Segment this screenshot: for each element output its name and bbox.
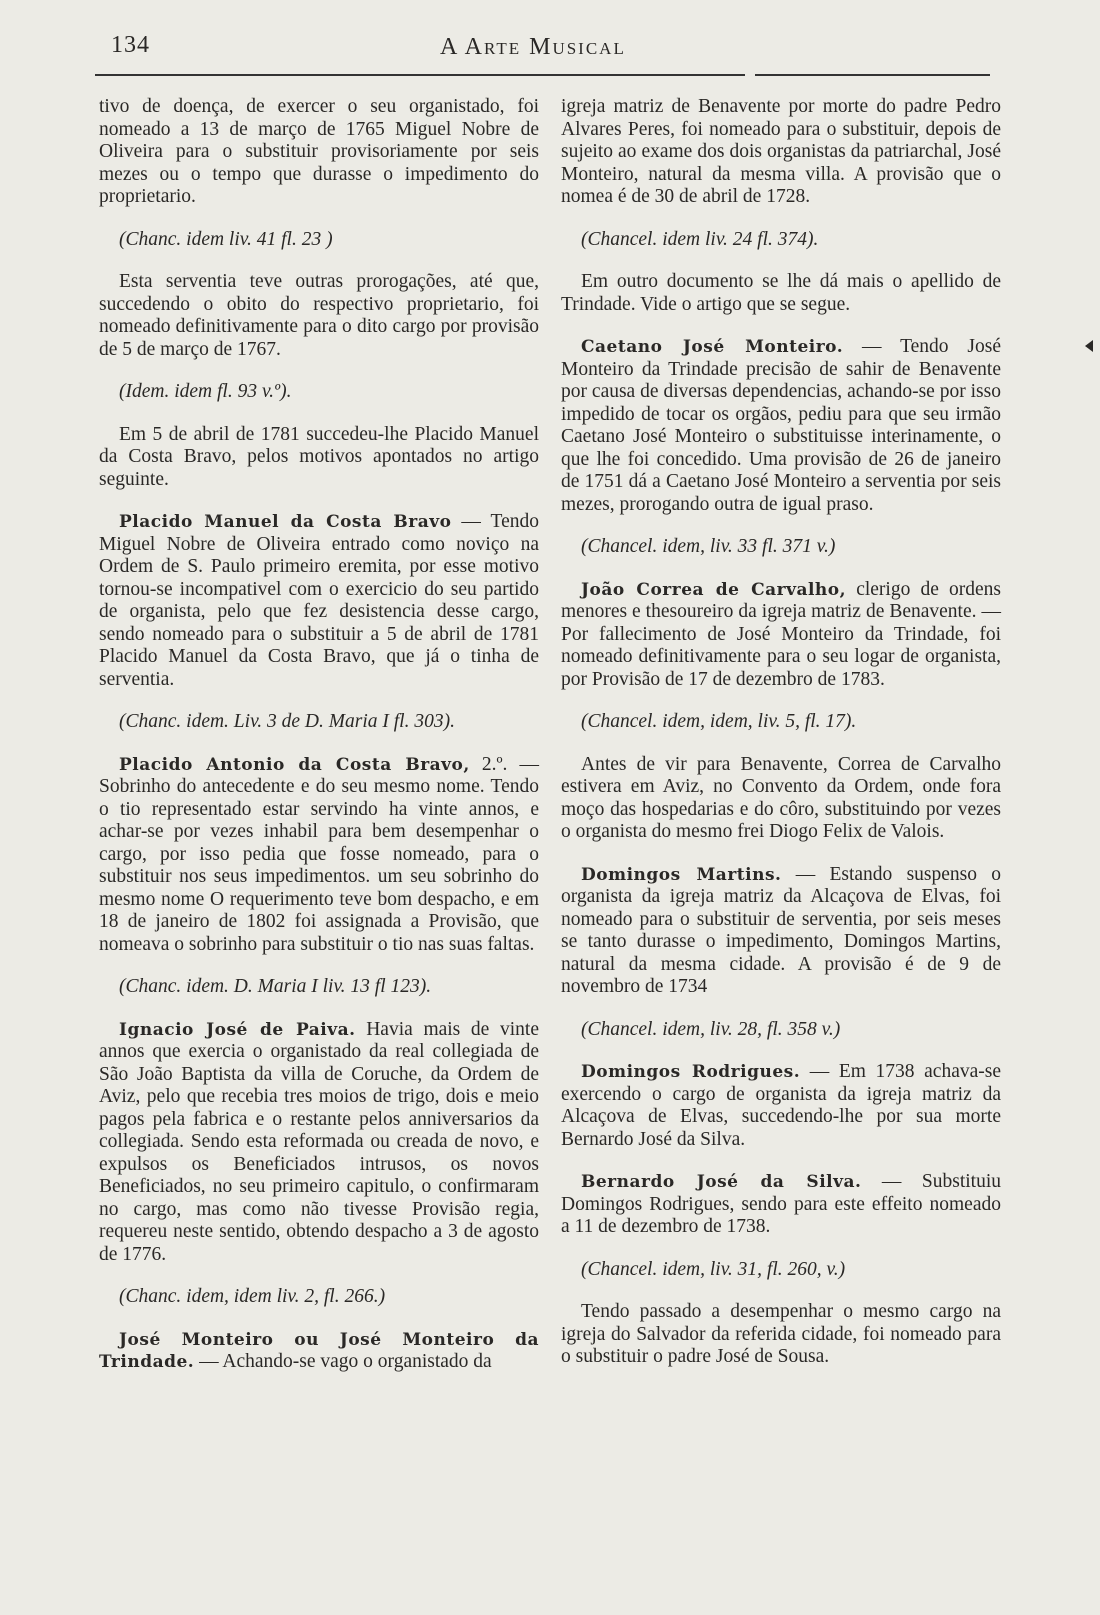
entry-heading: José Monteiro ou José Monteiro da Trindade. [99,1329,539,1372]
paragraph: tivo de doença, de exercer o seu organistado, foi nomeado a 13 de março de 1765 Miguel Nobre de Oliveira para o substituir provisoriamente por seis mezes ou o tempo que durasse o impedimento do proprietario. [99,96,539,207]
entry-paragraph [561,1061,1001,1151]
entry-text: — Tendo Miguel Nobre de Oliveira entrado como noviço na Ordem de S. Paulo primeiro eremita, por esse motivo tornou-se incompativel com o exercicio do seu partido de organista, pelo que fez desistencia desse cargo, sendo nomeado para o substituir a 5 de abril de 1781 Placido Manuel da Costa Bravo, que já o tinha de serventia. [99,511,539,690]
paragraph: Esta serventia teve outras prorogações, até que, succedendo o obito do respectivo proprietario, foi nomeado definitivamente para o dito cargo por provisão de 5 de março de 1767. [99,271,539,360]
margin-arrow-icon [1085,340,1093,352]
running-title: A Arte Musical [440,34,626,60]
header-rule-left [95,74,745,76]
left-column [99,96,539,1394]
entry-heading: Domingos Rodrigues. [581,1062,801,1082]
entry-heading: Ignacio José de Paiva. [119,1019,356,1040]
entry-paragraph [561,579,1001,692]
entry-text: — Substituiu Domingos Rodrigues, sendo para este effeito nomeado a 11 de dezembro de 1738. [561,1171,1001,1237]
paragraph: Antes de vir para Benavente, Correa de Carvalho estivera em Aviz, no Convento da Ordem, onde fora moço das hospedarias e do côro, substituindo por vezes o organista do mesmo frei Diogo Felix de Valois. [561,753,1001,842]
entry-heading: Bernardo José da Silva. [581,1172,862,1192]
citation: (Chancel. idem, liv. 33 fl. 371 v.) [581,536,836,557]
entry-heading: João Correa de Carvalho, [581,579,847,600]
citation: (Chanc. idem. D. Maria I liv. 13 fl 123). [119,976,432,997]
entry-heading: Domingos Martins. [581,864,782,885]
entry-text: 2.º. — Sobrinho do antecedente e do seu mesmo nome. Tendo o tio representado estar servindo ha vinte annos, e achar-se por vezes inhabil para bem desempenhar o cargo, por isso pedia que fosse nomeado, para o substituir nos seus impedimentos. um seu sobrinho do mesmo nome O requerimento teve bom despacho, e em 18 de janeiro de 1802 foi assignada a Provisão, que nomeava o sobrinho para substituir o tio nas suas faltas. [99,753,539,955]
citation: (Chanc. idem, idem liv. 2, fl. 266.) [119,1286,386,1307]
entry-paragraph [99,754,539,957]
citation: (Chanc. idem. Liv. 3 de D. Maria I fl. 303). [119,711,455,732]
entry-paragraph [561,864,1001,999]
paragraph: Em outro documento se lhe dá mais o apellido de Trindade. Vide o artigo que se segue. [561,271,1001,315]
entry-paragraph [99,1019,539,1267]
citation: (Chancel. idem liv. 24 fl. 374). [581,228,819,250]
entry-heading: Caetano José Monteiro. [581,337,844,357]
entry-text: — Tendo José Monteiro da Trindade precisão de sahir de Benavente por causa de diversas dependencias, achando-se por isso impedido de tocar os orgãos, pediu para que seu irmão Caetano José Monteiro o substituisse interinamente, o que lhe foi concedido. Uma provisão de 26 de janeiro de 1751 dá a Caetano José Monteiro a serventia por seis mezes, prorogando outra de igual praso. [561,336,1002,515]
entry-heading: Placido Antonio da Costa Bravo, [119,754,470,775]
citation: (Chancel. idem, liv. 31, fl. 260, v.) [581,1258,846,1280]
header-rule-right [755,74,990,76]
paragraph: igreja matriz de Benavente por morte do padre Pedro Alvares Peres, foi nomeado para o substituir, depois de sujeito ao exame dos dois organistas da patriarchal, José Monteiro, natural da mesma villa. A provisão que o nomea é de 30 de abril de 1728. [561,96,1001,207]
paragraph: Em 5 de abril de 1781 succedeu-lhe Placido Manuel da Costa Bravo, pelos motivos apontados no artigo seguinte. [99,423,539,490]
citation: (Chancel. idem, liv. 28, fl. 358 v.) [581,1018,841,1040]
entry-text: clerigo de ordens menores e thesoureiro da igreja matriz de Benavente. — Por fallecimento de José Monteiro da Trindade, foi nomeado definitivamente para o seu logar de organista, por Provisão de 17 de dezembro de 1783. [561,578,1001,690]
entry-text: — Em 1738 achava-se exercendo o cargo de organista da igreja matriz da Alcaçova de Elvas, succedendo-lhe por sua morte Bernardo José da Silva. [561,1061,1002,1150]
entry-text: — Achando-se vago o organistado da [194,1351,492,1372]
entry-paragraph [99,1329,539,1374]
citation: (Chanc. idem liv. 41 fl. 23 ) [119,228,333,250]
entry-text: Havia mais de vinte annos que exercia o organistado da real collegiada de São João Baptista da villa de Coruche, da Ordem de Aviz, pelo que recebia tres moios de trigo, dois e meio pagos pela fabrica e o restante pelos anniversarios da collegiada. Sendo esta reformada ou creada de novo, e expulsos os Beneficiados intrusos, os novos Beneficiados, no seu primeiro capitulo, o confirmaram no cargo, mas como não tivesse Provisão regia, requereu neste sentido, obtendo despacho a 3 de agosto de 1776. [99,1018,539,1265]
entry-text: — Estando suspenso o organista da igreja matriz da Alcaçova de Elvas, foi nomeado para o substituir de serventia, por seis meses se tanto durasse o impedimento, Domingos Martins, natural da mesma cidade. A provisão é de 9 de novembro de 1734 [561,863,1001,997]
entry-paragraph [99,511,539,691]
page-header [0,28,1100,68]
citation: (Idem. idem fl. 93 v.º). [119,381,292,402]
entry-paragraph [561,1171,1001,1239]
paragraph: Tendo passado a desempenhar o mesmo cargo na igreja do Salvador da referida cidade, foi nomeado para o substituir o padre José de Sousa. [561,1301,1001,1367]
citation: (Chancel. idem, idem, liv. 5, fl. 17). [581,711,857,732]
entry-heading: Placido Manuel da Costa Bravo [119,512,452,532]
right-column [561,96,1001,1389]
page-number: 134 [111,32,150,58]
entry-paragraph [561,336,1001,516]
